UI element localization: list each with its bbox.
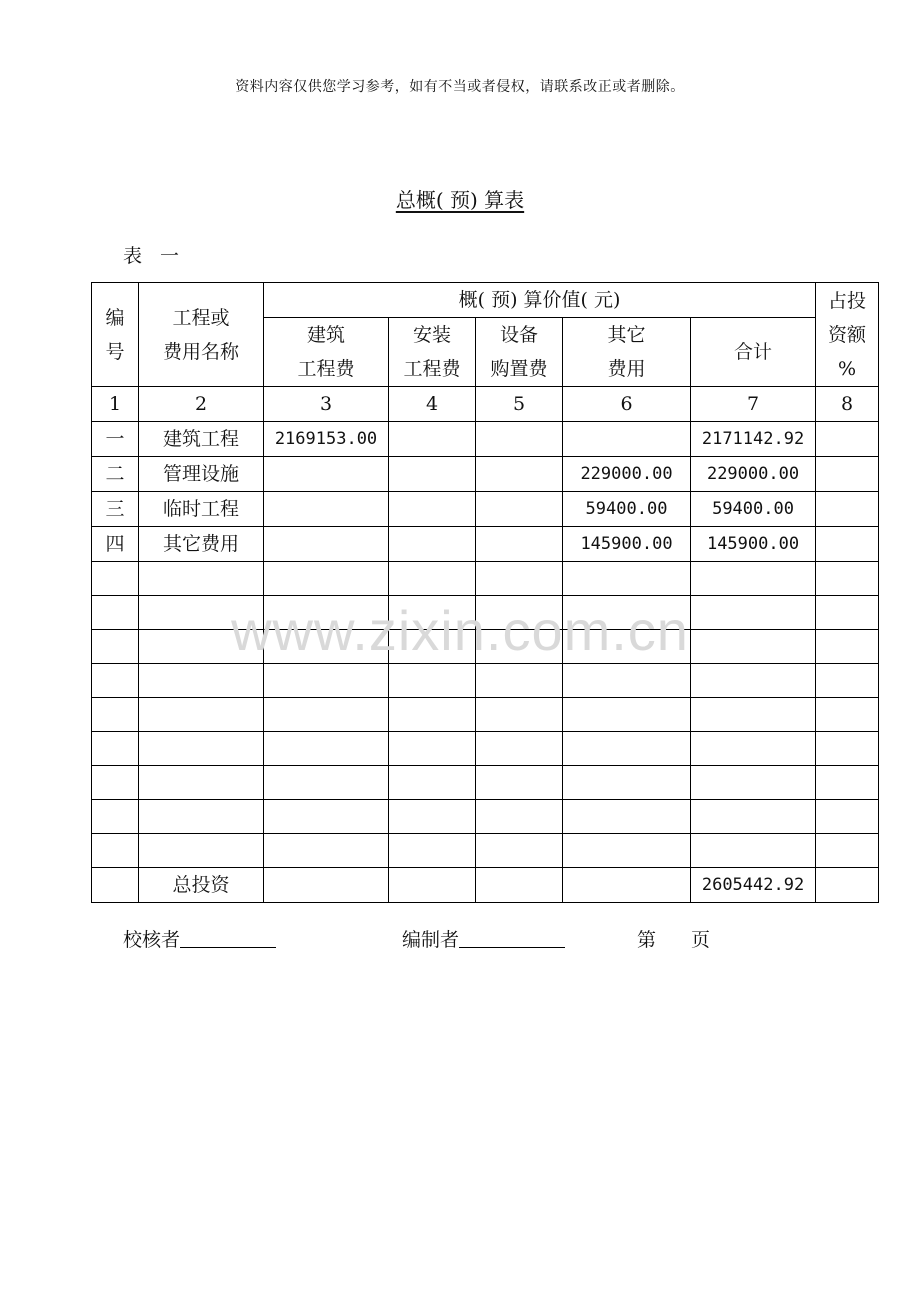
- index-cell: 3: [264, 387, 389, 422]
- page-title: 总概( 预) 算表: [395, 188, 525, 212]
- disclaimer-notice: 资料内容仅供您学习参考，如有不当或者侵权，请联系改正或者删除。: [235, 79, 685, 95]
- header-col-sb: 设备 购置费: [476, 318, 563, 387]
- budget-table: [91, 282, 879, 903]
- row-qt: 229000.00: [563, 457, 691, 492]
- row-name: 其它费用: [139, 527, 264, 562]
- row-name: 临时工程: [139, 492, 264, 527]
- compiler-field: [402, 925, 459, 952]
- table-row: [92, 422, 879, 457]
- index-row: [92, 387, 879, 422]
- row-hj: 229000.00: [691, 457, 816, 492]
- page-prefix: 第: [637, 929, 657, 951]
- index-cell: 4: [389, 387, 476, 422]
- empty-row: [92, 732, 879, 766]
- index-cell: 7: [691, 387, 816, 422]
- row-jz: 2169153.00: [264, 422, 389, 457]
- empty-row: [92, 766, 879, 800]
- index-cell: 2: [139, 387, 264, 422]
- row-sb: [476, 527, 563, 562]
- empty-row: [92, 664, 879, 698]
- row-hj: 145900.00: [691, 527, 816, 562]
- header-col-pct: 占投 资额 %: [816, 283, 879, 387]
- row-pct: [816, 422, 879, 457]
- row-pct: [816, 492, 879, 527]
- index-cell: 1: [92, 387, 139, 422]
- header-col-jz: 建筑 工程费: [264, 318, 389, 387]
- empty-row: [92, 800, 879, 834]
- header-group-value: 概( 预) 算价值( 元): [264, 283, 816, 318]
- row-az: [389, 422, 476, 457]
- row-sb: [476, 457, 563, 492]
- row-no: 三: [92, 492, 139, 527]
- header-col-name: 工程或 费用名称: [139, 283, 264, 387]
- row-pct: [816, 527, 879, 562]
- empty-row: [92, 630, 879, 664]
- page-suffix: 页: [691, 929, 711, 951]
- index-cell: 6: [563, 387, 691, 422]
- row-az: [389, 457, 476, 492]
- header-col-az: 安装 工程费: [389, 318, 476, 387]
- empty-row: [92, 562, 879, 596]
- row-name: 建筑工程: [139, 422, 264, 457]
- row-hj: 59400.00: [691, 492, 816, 527]
- row-pct: [816, 457, 879, 492]
- empty-row: [92, 698, 879, 732]
- empty-row: [92, 834, 879, 868]
- reviewer-field: [123, 925, 180, 952]
- reviewer-label: 校核者: [123, 929, 181, 951]
- header-row-1: [92, 283, 879, 318]
- index-cell: 8: [816, 387, 879, 422]
- watermark: www.zixin.com.cn: [231, 599, 689, 662]
- compiler-label: 编制者: [402, 929, 460, 951]
- row-az: [389, 492, 476, 527]
- row-qt: 145900.00: [563, 527, 691, 562]
- table-row: [92, 457, 879, 492]
- row-jz: [264, 527, 389, 562]
- reviewer-blank: [180, 925, 276, 948]
- row-qt: [563, 422, 691, 457]
- row-jz: [264, 492, 389, 527]
- header-col-hj: 合计: [691, 318, 816, 387]
- total-row: [92, 868, 879, 903]
- index-cell: 5: [476, 387, 563, 422]
- row-name: 管理设施: [139, 457, 264, 492]
- row-qt: 59400.00: [563, 492, 691, 527]
- header-col-no: 编 号: [92, 283, 139, 387]
- table-row: [92, 492, 879, 527]
- compiler-blank: [459, 925, 565, 948]
- total-label: 总投资: [139, 868, 264, 903]
- row-sb: [476, 492, 563, 527]
- row-hj: 2171142.92: [691, 422, 816, 457]
- empty-row: [92, 596, 879, 630]
- total-hj: 2605442.92: [691, 868, 816, 903]
- table-label: 表 一: [123, 245, 186, 267]
- row-sb: [476, 422, 563, 457]
- row-az: [389, 527, 476, 562]
- row-jz: [264, 457, 389, 492]
- header-col-qt: 其它 费用: [563, 318, 691, 387]
- row-no: 四: [92, 527, 139, 562]
- row-no: 二: [92, 457, 139, 492]
- row-no: 一: [92, 422, 139, 457]
- table-row: [92, 527, 879, 562]
